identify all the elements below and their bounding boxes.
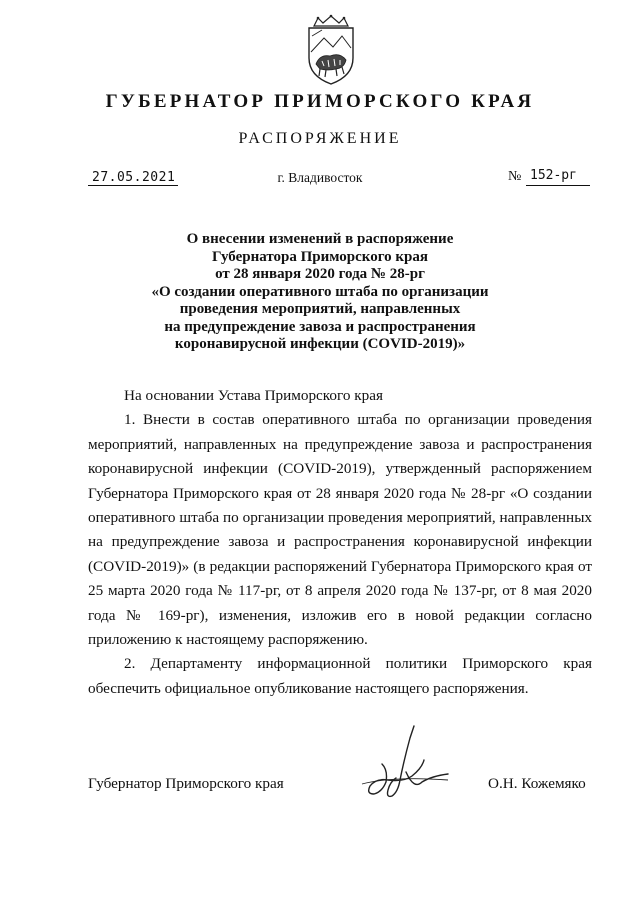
number-underline: [526, 185, 590, 186]
title-line: «О создании оперативного штаба по организации: [151, 283, 489, 300]
coat-of-arms-icon: [300, 14, 362, 88]
document-date: 27.05.2021: [92, 170, 176, 185]
document-type: РАСПОРЯЖЕНИЕ: [238, 130, 402, 147]
signature-image: [352, 720, 452, 810]
city: г. Владивосток: [277, 170, 363, 185]
document-title: [120, 231, 520, 354]
paragraph-2: 2. Департаменту информационной политики Приморского края обеспечить официальное опубликование настоящего распоряжения.: [88, 655, 592, 697]
number-sign: №: [508, 169, 522, 184]
issuer-title: ГУБЕРНАТОР ПРИМОРСКОГО КРАЯ: [105, 91, 535, 112]
document-number: 152-рг: [530, 168, 577, 183]
title-line: коронавирусной инфекции (COVID-2019)»: [174, 336, 466, 352]
paragraph-1: 1. Внести в состав оперативного штаба по организации проведения мероприятий, направленных на предупреждение завоза и распространения коронавирусной инфекции (COVID-2019), утвержденный распоряжением Губернатора Приморского края от 28 января 2020 года № 28-рг «О создании оперативного штаба по организации проведения мероприятий, направленных на предупреждение завоза и распространения коронавирусной инфекции (COVID-2019)» (в редакции распоряжений Губернатора Приморского края от 25 марта 2020 года № 117-рг, от 8 апреля 2020 года № 137-рг, от 8 мая 2020 года № 169-рг), изменения, изложив его в новой редакции согласно приложению к настоящему распоряжению.: [88, 411, 592, 649]
intro-paragraph: На основании Устава Приморского края: [124, 387, 383, 404]
title-line: Губернатора Приморского края: [212, 248, 428, 265]
title-line: от 28 января 2020 года № 28-рг: [215, 266, 425, 282]
signer-name: О.Н. Кожемяко: [488, 775, 586, 792]
title-line: О внесении изменений в распоряжение: [186, 231, 454, 247]
signer-position: Губернатор Приморского края: [88, 775, 284, 792]
title-line: на предупреждение завоза и распространения: [164, 318, 476, 335]
title-line: проведения мероприятий, направленных: [179, 301, 461, 317]
document-body: [88, 384, 592, 701]
